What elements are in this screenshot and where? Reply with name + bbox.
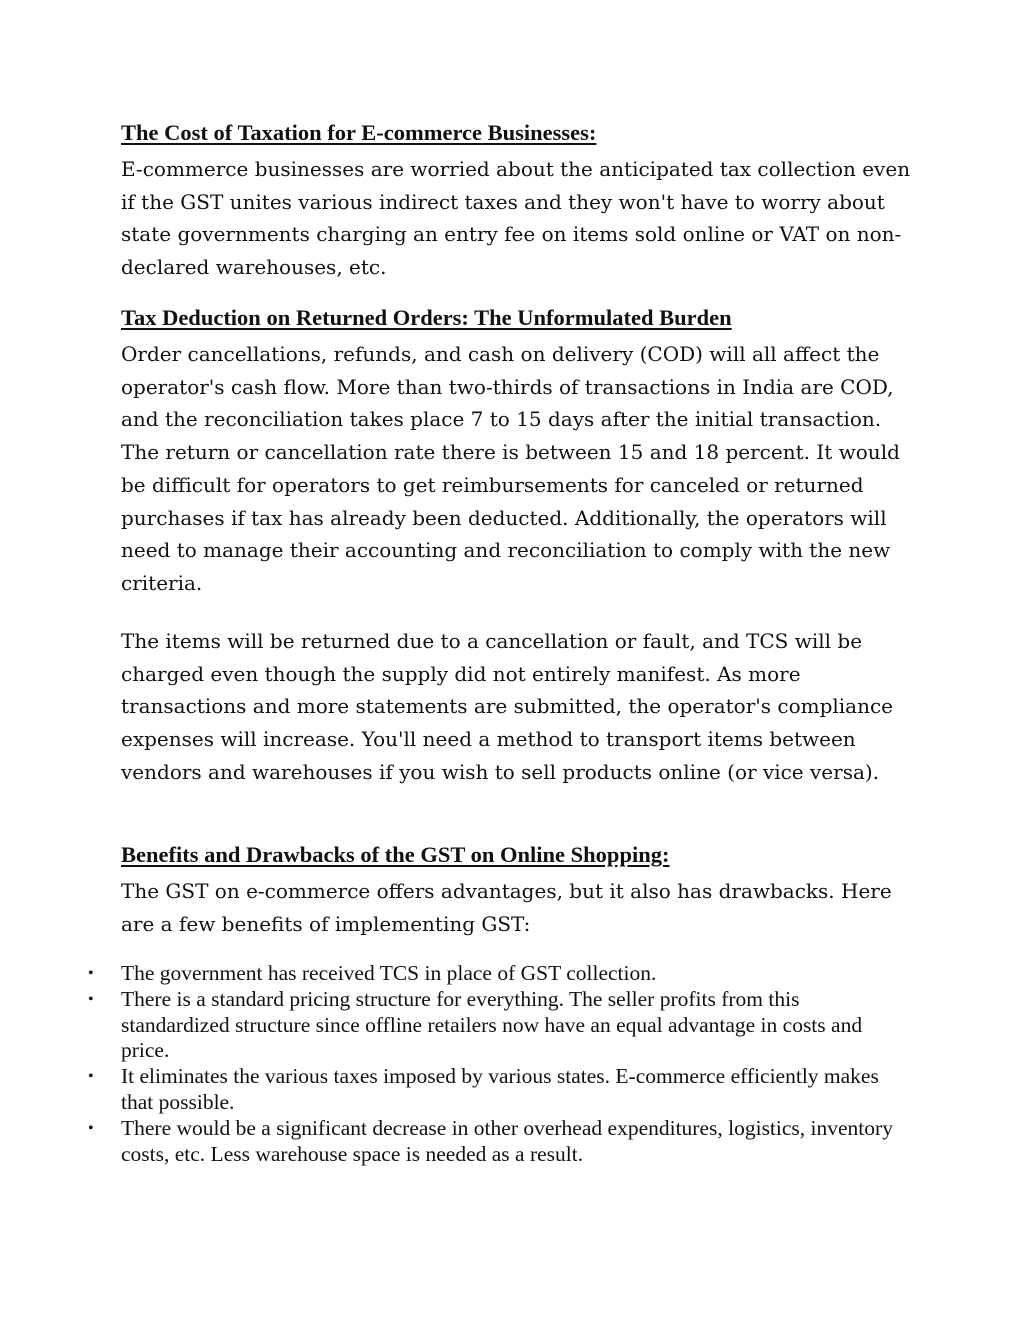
bullet-icon: • — [88, 1068, 94, 1086]
list-item — [88, 1115, 911, 1168]
paragraph-returned-orders: Order cancellations, refunds, and cash on delivery (COD) will all affect the operator's cash flow. More than two-thirds of transactions in India are COD, and the reconciliation takes place 7 to 15 days after the initial transaction. The return or cancellation rate there is between 15 and 18 percent. It would be difficult for operators to get reimbursements for canceled or returned purchases if tax has already been deducted. Additionally, the operators will need to manage their accounting and reconciliation to comply with the new criteria. — [121, 342, 900, 595]
bullet-icon: • — [88, 965, 94, 982]
section-heading-benefits-drawbacks: Benefits and Drawbacks of the GST on Online Shopping: — [121, 842, 670, 867]
section-heading-returned-orders: Tax Deduction on Returned Orders: The Unformulated Burden — [121, 305, 732, 330]
bullet-icon: • — [88, 990, 94, 1008]
list-item-text: The government has received TCS in place of GST collection. — [121, 961, 657, 985]
bullet-icon: • — [88, 1119, 94, 1137]
list-item-text: There is a standard pricing structure for everything. The seller profits from this standardized structure since offline retailers now have an equal advantage in costs and price. — [121, 986, 863, 1063]
list-item-text: It eliminates the various taxes imposed by various states. E-commerce efficiently makes that possible. — [121, 1064, 879, 1114]
list-item — [88, 986, 911, 1064]
benefits-list — [88, 961, 911, 1167]
paragraph-benefits-intro: The GST on e-commerce offers advantages, but it also has drawbacks. Here are a few benefits of implementing GST: — [121, 879, 892, 936]
list-item — [88, 961, 911, 987]
list-item — [88, 1064, 911, 1116]
paragraph-taxation-cost: E-commerce businesses are worried about the anticipated tax collection even if the GST unites various indirect taxes and they won't have to worry about state governments charging an entry fee on items sold online or VAT on non-declared warehouses, etc. — [121, 157, 911, 280]
list-item-text: There would be a significant decrease in other overhead expenditures, logistics, inventory costs, etc. Less warehouse space is needed as a result. — [121, 1115, 893, 1166]
section-heading-taxation-cost: The Cost of Taxation for E-commerce Businesses: — [121, 120, 597, 145]
paragraph-returned-items: The items will be returned due to a cancellation or fault, and TCS will be charged even though the supply did not entirely manifest. As more transactions and more statements are submitted, the operator's compliance expenses will increase. You'll need a method to transport items between vendors and warehouses if you wish to sell products online (or vice versa). — [121, 629, 894, 784]
